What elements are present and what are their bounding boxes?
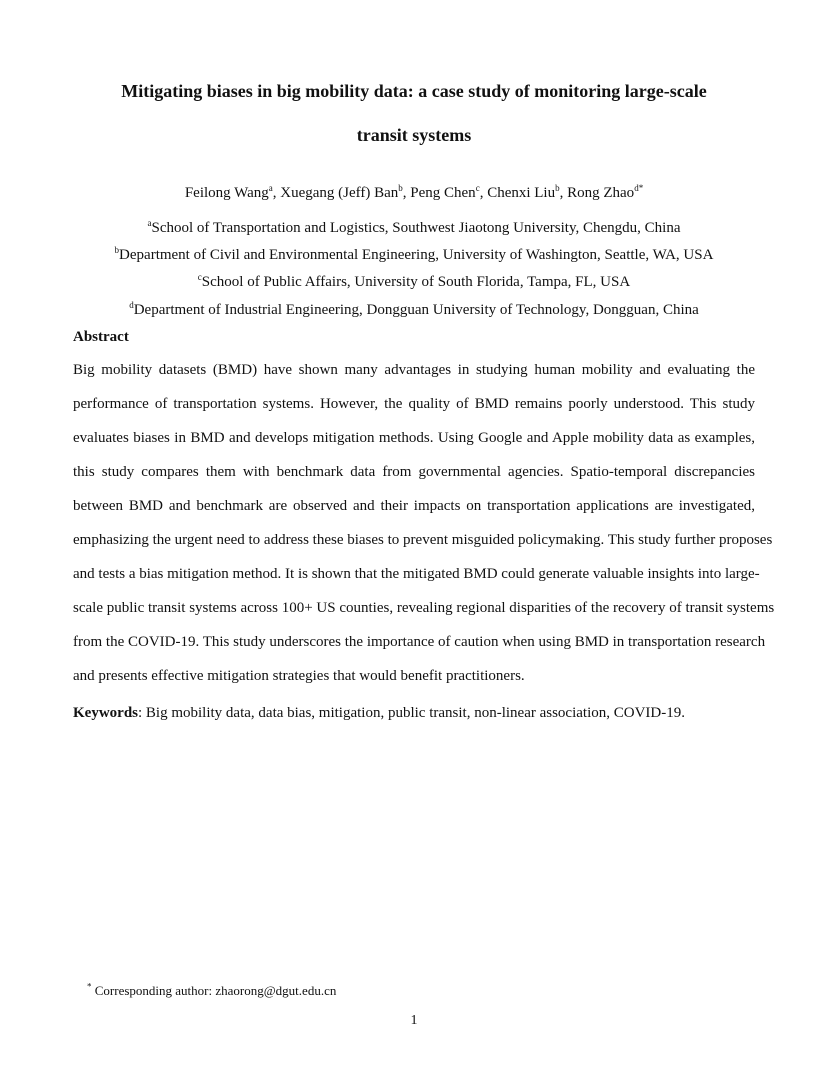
keywords-text: : Big mobility data, data bias, mitigation, public transit, non-linear association, COVID-19. xyxy=(138,705,685,721)
affiliation-text: School of Public Affairs, University of South Florida, Tampa, FL, USA xyxy=(201,274,631,290)
author-affiliation-mark: d* xyxy=(634,183,644,193)
affiliation-mark: a xyxy=(147,218,152,228)
abstract-heading: Abstract xyxy=(73,329,129,345)
affiliation-mark: c xyxy=(197,272,202,282)
affiliation-text: Department of Industrial Engineering, Dongguan University of Technology, Dongguan, China xyxy=(133,302,699,318)
paper-title-line-2: transit systems xyxy=(356,125,472,145)
paper-title-line-1: Mitigating biases in big mobility data: a case study of monitoring large-scale xyxy=(121,81,707,101)
author-affiliation-mark: c xyxy=(475,183,480,193)
affiliation-text: School of Transportation and Logistics, Southwest Jiaotong University, Chengdu, China xyxy=(151,220,681,236)
author-name: Xuegang (Jeff) Ban xyxy=(280,185,399,201)
keywords-label: Keywords xyxy=(73,705,138,721)
author-list: Feilong Wang$^a$, Xuegang (Jeff) Ban$^b$, Peng Chen$^c$, Chenxi Liu$^b$, Rong Zhao$^{d*}$ xyxy=(184,183,644,201)
abstract-line: and tests a bias mitigation method. It is shown that the mitigated BMD could generate valuable insights into large- xyxy=(73,566,760,582)
author-name: Rong Zhao xyxy=(567,185,635,201)
corresponding-author-footnote xyxy=(87,983,336,999)
footnote-mark: * xyxy=(87,981,92,992)
abstract-line: Big mobility datasets (BMD) have shown many advantages in studying human mobility and evaluating the xyxy=(73,362,755,378)
abstract-line: between BMD and benchmark are observed and their impacts on transportation applications are investigated, xyxy=(73,498,755,514)
affiliation-mark: d xyxy=(129,300,134,310)
author-name: Peng Chen xyxy=(410,185,476,201)
abstract-line: this study compares them with benchmark data from governmental agencies. Spatio-temporal discrepancies xyxy=(73,464,755,480)
author-affiliation-mark: a xyxy=(268,183,273,193)
abstract-line: from the COVID-19. This study underscores the importance of caution when using BMD in transportation research xyxy=(73,634,766,650)
affiliation-d xyxy=(60,300,768,320)
abstract-line: scale public transit systems across 100+ US counties, revealing regional disparities of the recovery of transit systems xyxy=(73,600,775,616)
page-number: 1 xyxy=(410,1013,418,1028)
author-affiliation-mark: b xyxy=(398,183,403,193)
keywords xyxy=(73,703,773,723)
affiliation-mark: b xyxy=(114,245,120,255)
footnote-text: Corresponding author: zhaorong@dgut.edu.cn xyxy=(91,983,337,998)
abstract-line: emphasizing the urgent need to address these biases to prevent misguided policymaking. This study further proposes xyxy=(73,532,773,548)
author-affiliation-mark: b xyxy=(555,183,560,193)
abstract-line: performance of transportation systems. However, the quality of BMD remains poorly understood. This study xyxy=(73,396,755,412)
abstract-line: and presents effective mitigation strategies that would benefit practitioners. xyxy=(73,668,525,684)
affiliation-c xyxy=(60,272,768,292)
author-name: Chenxi Liu xyxy=(487,185,556,201)
abstract-line: evaluates biases in BMD and develops mitigation methods. Using Google and Apple mobility data as examples, xyxy=(73,430,755,446)
affiliation-text: Department of Civil and Environmental Engineering, University of Washington, Seattle, WA, USA xyxy=(119,247,714,263)
affiliation-b xyxy=(60,245,768,265)
author-name: Feilong Wang xyxy=(184,185,269,201)
affiliation-a xyxy=(60,218,768,238)
